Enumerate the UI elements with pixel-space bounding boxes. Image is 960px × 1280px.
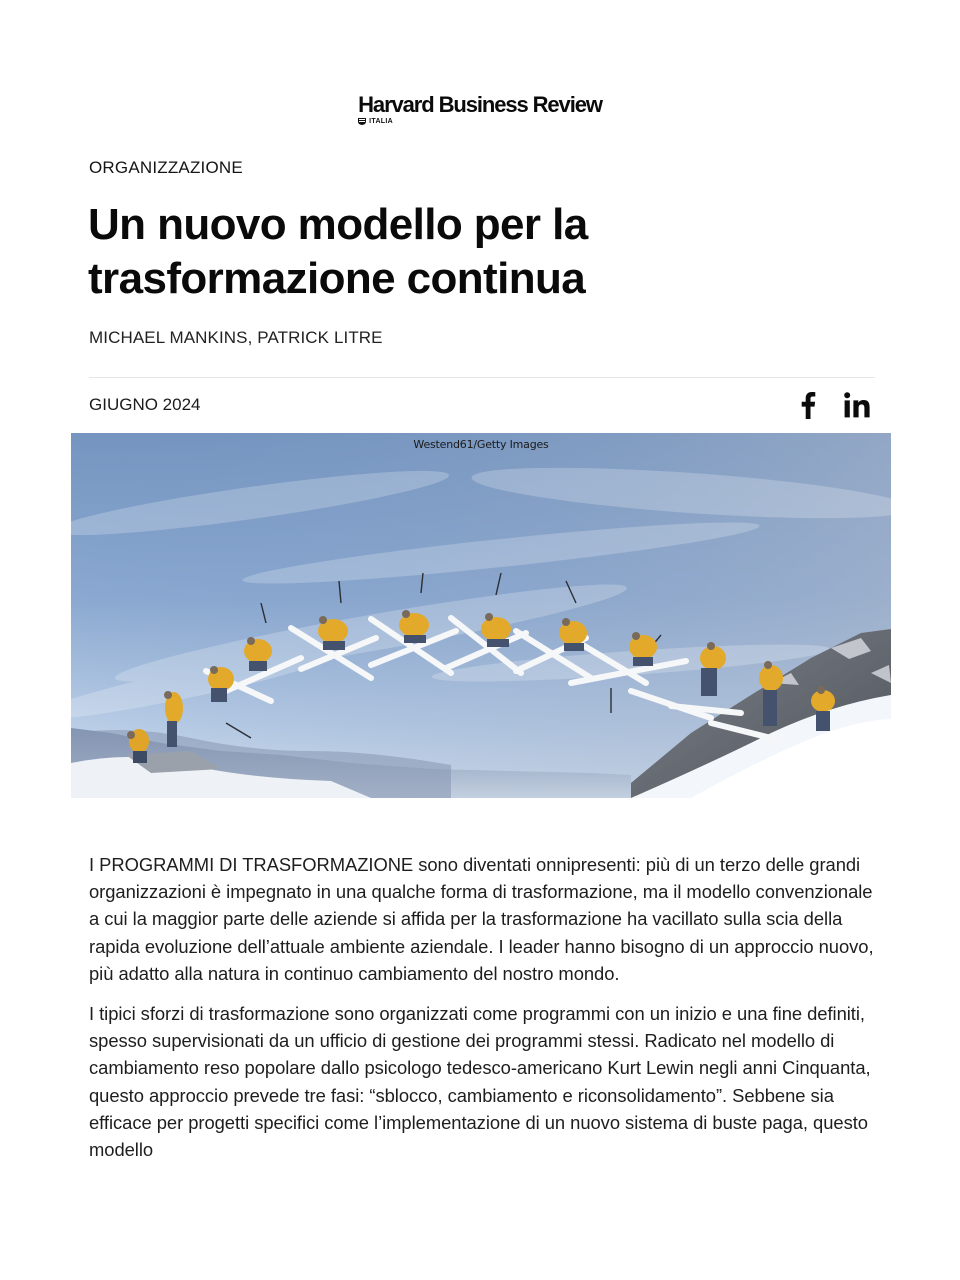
facebook-icon (800, 391, 816, 419)
veritas-shield-icon (358, 118, 366, 125)
edition-text: ITALIA (369, 118, 393, 125)
photo-credit: Westend61/Getty Images (413, 438, 549, 451)
hero-image (71, 433, 891, 798)
section-category-link[interactable]: ORGANIZZAZIONE (89, 158, 243, 177)
masthead (0, 93, 960, 126)
linkedin-icon (844, 392, 870, 418)
edition-label (358, 117, 393, 126)
paragraph: I PROGRAMMI DI TRASFORMAZIONE sono diventati onnipresenti: più di un terzo delle grandi organizzazioni è impegnato in una qualche forma di trasformazione, ma il modello convenzionale a cui la maggior parte delle aziende si affida per la trasformazione ha vacillato sulla scia della rapida evoluzione dell’attuale ambiente aziendale. I leader hanno bisogno di un approccio nuovo, più adatto alla natura in continuo cambiamento del nostro mondo. (89, 854, 874, 984)
article-title: Un nuovo modello per la trasformazione continua (88, 200, 588, 303)
hbr-italia-logo[interactable] (358, 93, 602, 126)
publication-date: GIUGNO 2024 (89, 395, 201, 414)
skier-sequence-photo (71, 433, 891, 798)
article-body (89, 851, 879, 1176)
share-linkedin-button[interactable] (842, 389, 872, 421)
article-authors[interactable]: MICHAEL MANKINS, PATRICK LITRE (89, 328, 383, 347)
share-facebook-button[interactable] (796, 389, 820, 421)
share-buttons (796, 389, 872, 421)
paragraph: I tipici sforzi di trasformazione sono organizzati come programmi con un inizio e una fine definiti, spesso supervisionati da un ufficio di gestione dei programmi stessi. Radicato nel modello di cambiamento reso popolare dallo psicologo tedesco-americano Kurt Lewin negli anni Cinquanta, questo approccio prevede tre fasi: “sblocco, cambiamento e riconsolidamento”. Sebbene sia efficace per progetti specifici come l’implementazione di un nuovo sistema di buste paga, questo modello (89, 1003, 871, 1161)
divider (89, 377, 875, 378)
brand-name: Harvard Business Review (358, 92, 602, 117)
